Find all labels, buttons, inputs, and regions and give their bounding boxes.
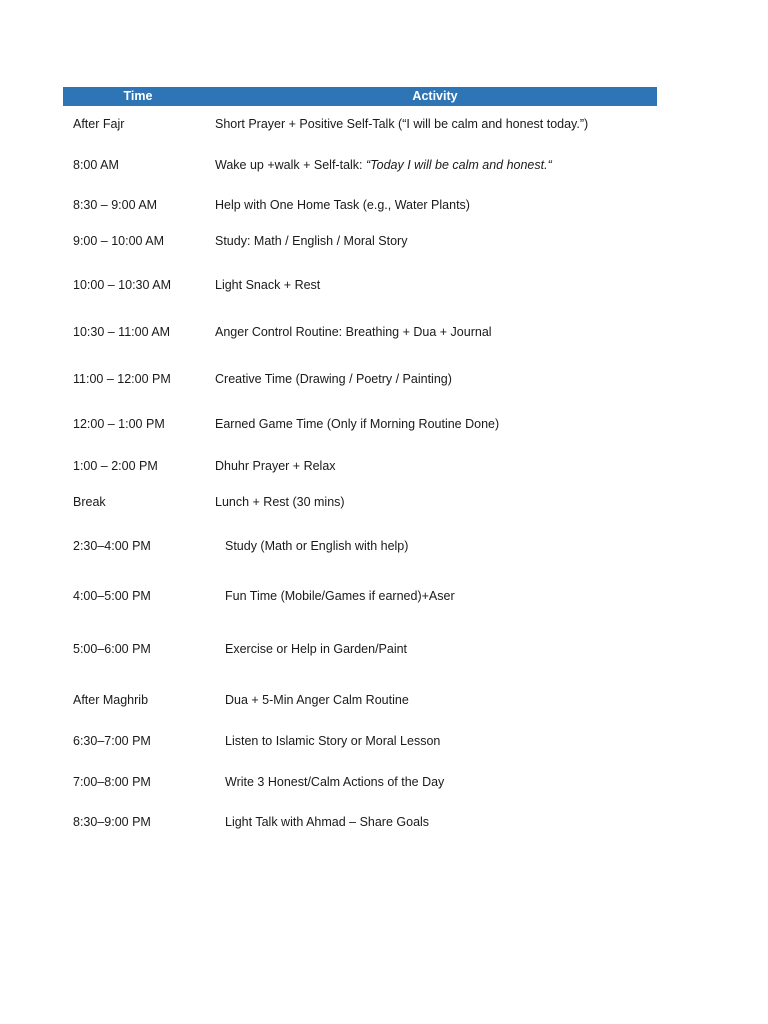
row-time: 10:00 – 10:30 AM: [73, 278, 171, 292]
row-activity: Exercise or Help in Garden/Paint: [225, 642, 408, 656]
row-activity: Earned Game Time (Only if Morning Routine Done): [215, 417, 500, 431]
row-time: 8:00 AM: [73, 158, 119, 172]
row-time: 6:30–7:00 PM: [73, 734, 151, 748]
row-time: 5:00–6:00 PM: [73, 642, 151, 656]
row-activity: Dua + 5-Min Anger Calm Routine: [225, 693, 409, 707]
row-activity: Help with One Home Task (e.g., Water Plants): [215, 198, 470, 212]
row-time: 12:00 – 1:00 PM: [73, 417, 165, 431]
row-time: 10:30 – 11:00 AM: [73, 325, 171, 339]
header-activity: Activity: [412, 89, 458, 103]
row-activity: Lunch + Rest (30 mins): [215, 495, 345, 509]
schedule-table: [63, 87, 657, 829]
row-activity: Dhuhr Prayer + Relax: [215, 459, 336, 473]
row-time: 9:00 – 10:00 AM: [73, 234, 165, 248]
row-activity: Light Talk with Ahmad – Share Goals: [225, 815, 430, 829]
row-activity: Anger Control Routine: Breathing + Dua + Journal: [215, 325, 492, 339]
row-time: 7:00–8:00 PM: [73, 775, 151, 789]
row-time: Break: [73, 495, 106, 509]
header-time: Time: [123, 89, 153, 103]
row-activity: Short Prayer + Positive Self-Talk (“I will be calm and honest today.”): [215, 117, 589, 131]
row-time: 1:00 – 2:00 PM: [73, 459, 158, 473]
table-header-row: [63, 87, 657, 106]
row-time: After Fajr: [73, 117, 125, 131]
row-time: 11:00 – 12:00 PM: [73, 372, 171, 386]
row-activity: Fun Time (Mobile/Games if earned)+Aser: [225, 589, 455, 603]
row-time: 8:30 – 9:00 AM: [73, 198, 158, 212]
row-activity: Listen to Islamic Story or Moral Lesson: [225, 734, 441, 748]
row-activity-text: Wake up +walk + Self-talk:: [215, 158, 366, 172]
row-activity: [215, 157, 552, 173]
row-activity: Study (Math or English with help): [225, 539, 409, 553]
row-time: 8:30–9:00 PM: [73, 815, 151, 829]
row-activity: Write 3 Honest/Calm Actions of the Day: [225, 775, 445, 789]
row-activity: Creative Time (Drawing / Poetry / Painting): [215, 372, 452, 386]
row-activity: Light Snack + Rest: [215, 278, 321, 292]
row-time: 4:00–5:00 PM: [73, 589, 151, 603]
row-activity-quote: “Today I will be calm and honest.“: [366, 158, 552, 172]
row-time: After Maghrib: [73, 693, 149, 707]
row-time: 2:30–4:00 PM: [73, 539, 151, 553]
row-activity: Study: Math / English / Moral Story: [215, 234, 408, 248]
